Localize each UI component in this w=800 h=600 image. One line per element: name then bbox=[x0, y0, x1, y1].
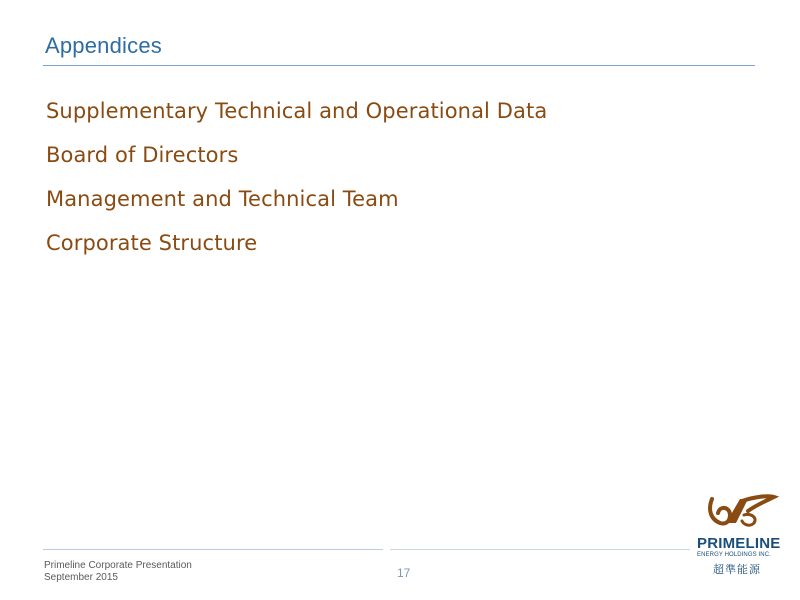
logo-wordmark: PRIMELINE bbox=[697, 535, 781, 552]
slide-title: Appendices bbox=[45, 33, 162, 58]
footer-divider-right bbox=[390, 549, 690, 550]
footer-divider-left bbox=[43, 549, 383, 550]
appendix-item-management-team: Management and Technical Team bbox=[46, 187, 399, 211]
appendix-item-technical-data: Supplementary Technical and Operational Data bbox=[46, 99, 548, 123]
appendix-list bbox=[46, 96, 547, 272]
footer-date: September 2015 bbox=[44, 572, 118, 583]
logo-chinese-name: 超準能源 bbox=[713, 563, 761, 576]
footer-presentation-name: Primeline Corporate Presentation bbox=[44, 560, 192, 571]
appendix-item-corporate-structure: Corporate Structure bbox=[46, 231, 258, 255]
appendix-item-board-of-directors: Board of Directors bbox=[46, 143, 239, 167]
footer-text bbox=[44, 560, 192, 584]
title-divider bbox=[43, 65, 755, 66]
page-number: 17 bbox=[397, 566, 411, 580]
logo-subtitle: ENERGY HOLDINGS INC. bbox=[697, 552, 771, 558]
